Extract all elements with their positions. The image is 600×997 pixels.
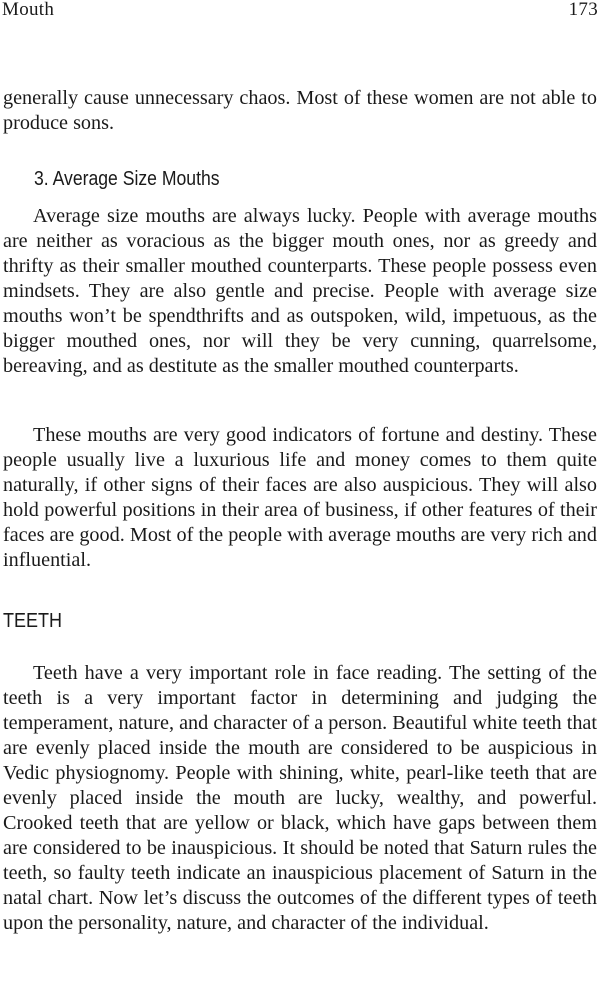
section-heading: TEETH [3,610,63,632]
paragraph-average-mouths: Average size mouths are always lucky. People with average mouths are neither as voracious as the bigger mouth ones, nor as greedy and thrifty as their smaller mouthed counterparts. These people possess even mindsets. They are also gentle and precise. People with average size mouths won’t be spendthrifts and as outspoken, wild, impetuous, as the bigger mouthed ones, nor will they be very cunning, quarrelsome, bereaving, and as destitute as the smaller mouthed counterparts. [3,205,597,377]
subsection-heading: 3. Average Size Mouths [34,168,220,190]
paragraph-fortune: These mouths are very good indicators of fortune and destiny. These people usually live a luxurious life and money comes to them quite naturally, if other signs of their faces are also auspicious. They will also hold powerful positions in their area of business, if other features of their faces are good. Most of the people with average mouths are very rich and influential. [3,424,597,571]
running-head-title: Mouth [2,0,55,20]
page-number: 173 [568,0,598,20]
paragraph-continuation: generally cause unnecessary chaos. Most of these women are not able to produce sons. [3,87,597,134]
paragraph-teeth: Teeth have a very important role in face reading. The setting of the teeth is a very important factor in determining and judging the temperament, nature, and character of a person. Beautiful white teeth that are evenly placed inside the mouth are considered to be auspicious in Vedic physiognomy. People with shining, white, pearl-like teeth that are evenly placed inside the mouth are lucky, wealthy, and powerful. Crooked teeth that are yellow or black, which have gaps between them are considered to be inauspicious. It should be noted that Saturn rules the teeth, so faulty teeth indicate an inauspicious placement of Saturn in the natal chart. Now let’s discuss the outcomes of the different types of teeth upon the personality, nature, and character of the individual. [3,662,597,934]
running-head [2,0,598,22]
